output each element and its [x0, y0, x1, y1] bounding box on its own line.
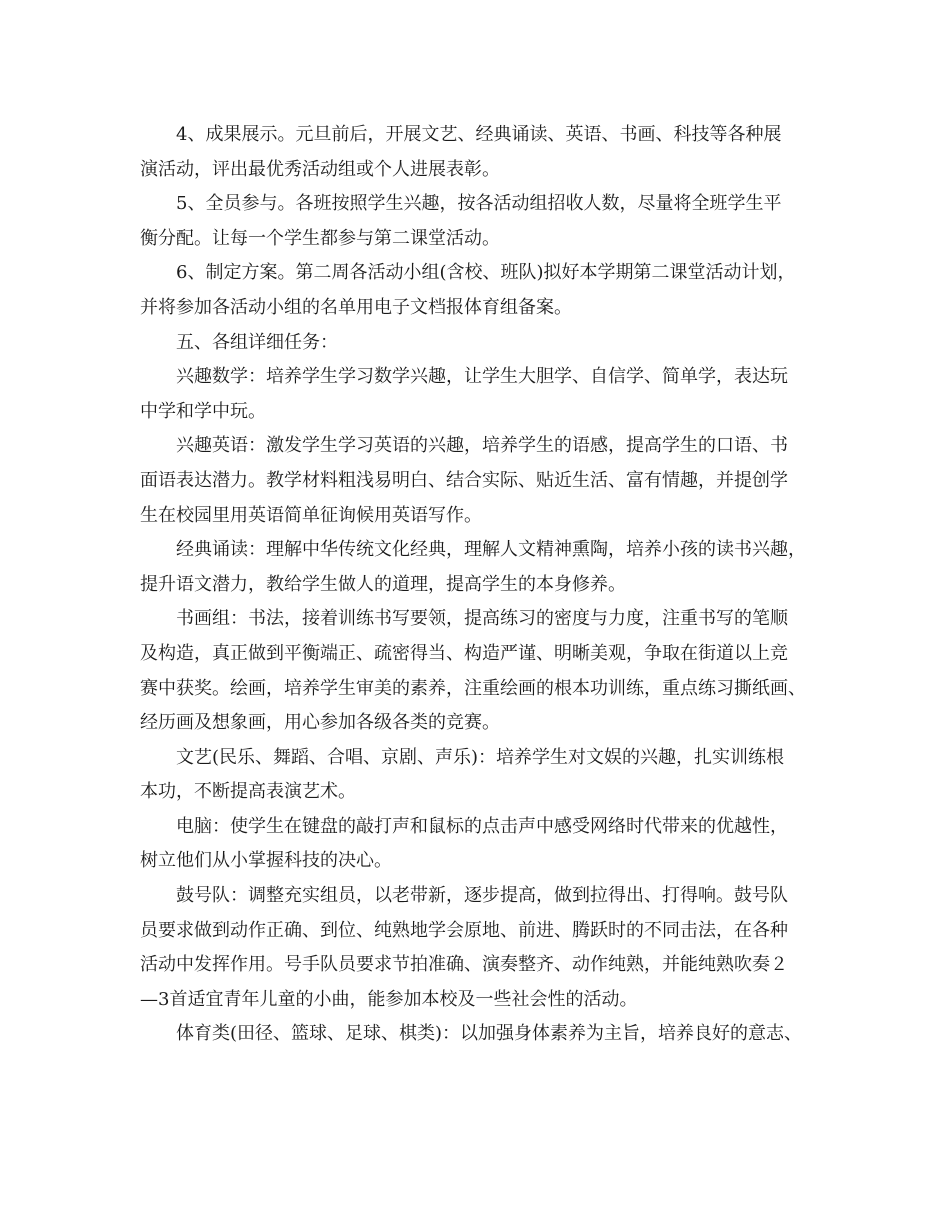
text-line: 体育类(田径、篮球、足球、棋类)：以加强身体素养为主旨，培养良好的意志、 [176, 1023, 803, 1045]
paragraph [140, 187, 820, 256]
text-line: 兴趣英语：激发学生学习英语的兴趣，培养学生的语感，提高学生的口语、书 [176, 435, 788, 457]
text-line: —3首适宜青年儿童的小曲，能参加本校及一些社会性的活动。 [140, 988, 638, 1010]
text-line: 及构造，真正做到平衡端正、疏密得当、构造严谨、明晰美观，争取在街道以上竞 [140, 642, 788, 664]
text-line: 6、制定方案。第二周各活动小组(含校、班队)拟好本学期第二课堂活动计划， [176, 262, 796, 284]
text-line: 衡分配。让每一个学生都参与第二课堂活动。 [140, 227, 500, 249]
text-line: 4、成果展示。元旦前后，开展文艺、经典诵读、英语、书画、科技等各种展 [176, 124, 782, 145]
text-line: 赛中获奖。绘画，培养学生审美的素养，注重绘画的根本功训练，重点练习撕纸画、 [140, 677, 806, 699]
paragraph [140, 741, 820, 810]
text-line: 中学和学中玩。 [140, 400, 266, 422]
text-line: 经典诵读：理解中华传统文化经典，理解人文精神熏陶，培养小孩的读书兴趣， [176, 539, 806, 561]
text-line: 鼓号队：调整充实组员，以老带新，逐步提高，做到拉得出、打得响。鼓号队 [176, 885, 788, 907]
paragraph [140, 118, 820, 187]
paragraph [140, 810, 820, 879]
paragraph [140, 360, 820, 429]
text-line: 五、各组详细任务： [176, 331, 338, 353]
paragraph [140, 256, 820, 325]
text-line: 经历画及想象画，用心参加各级各类的竞赛。 [140, 712, 500, 734]
text-line: 电脑：使学生在键盘的敲打声和鼠标的点击声中感受网络时代带来的优越性， [176, 815, 788, 837]
paragraph [140, 1017, 820, 1052]
text-line: 员要求做到动作正确、到位、纯熟地学会原地、前进、腾跃时的不同击法，在各种 [140, 919, 788, 941]
text-line: 5、全员参与。各班按照学生兴趣，按各活动组招收人数，尽量将全班学生平 [176, 193, 782, 215]
paragraph [140, 429, 820, 533]
text-line: 本功，不断提高表演艺术。 [140, 781, 356, 803]
paragraph [140, 326, 820, 361]
paragraph [140, 533, 820, 602]
text-line: 树立他们从小掌握科技的决心。 [140, 850, 392, 872]
text-line: 演活动，评出最优秀活动组或个人进展表彰。 [140, 158, 500, 180]
text-line: 面语表达潜力。教学材料粗浅易明白、结合实际、贴近生活、富有情趣，并提创学 [140, 469, 788, 491]
document-body [140, 118, 820, 1052]
text-line: 兴趣数学：培养学生学习数学兴趣，让学生大胆学、自信学、简单学，表达玩 [176, 366, 788, 388]
text-line: 提升语文潜力，教给学生做人的道理，提高学生的本身修养。 [140, 573, 626, 595]
paragraph [140, 879, 820, 1017]
text-line: 文艺(民乐、舞蹈、合唱、京剧、声乐)：培养学生对文娱的兴趣，扎实训练根 [176, 746, 785, 768]
text-line: 并将参加各活动小组的名单用电子文档报体育组备案。 [140, 296, 572, 318]
text-line: 活动中发挥作用。号手队员要求节拍准确、演奏整齐、动作纯熟，并能纯熟吹奏２ [140, 954, 788, 976]
text-line: 书画组：书法，接着训练书写要领，提高练习的密度与力度，注重书写的笔顺 [176, 608, 788, 630]
paragraph [140, 602, 820, 740]
text-line: 生在校园里用英语简单征询候用英语写作。 [140, 504, 482, 526]
